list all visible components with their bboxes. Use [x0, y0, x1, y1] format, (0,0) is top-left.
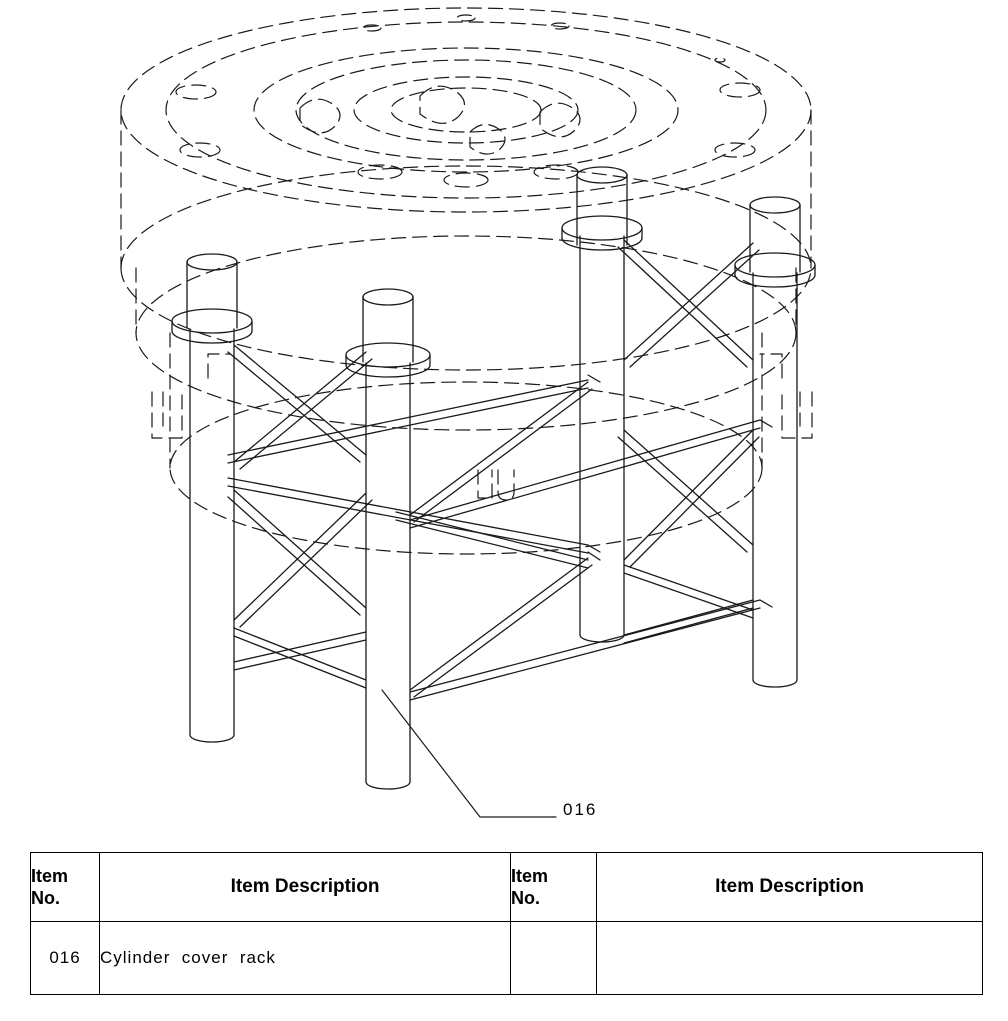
header-description-2: Item Description	[597, 853, 983, 922]
header-item-no-1	[31, 853, 100, 922]
cell-item-no-1: 016	[31, 922, 100, 995]
callout-label-016: 016	[563, 800, 598, 819]
parts-list-table	[30, 852, 983, 995]
header-item-no-1-line2: No.	[31, 888, 60, 908]
header-description-1: Item Description	[100, 853, 511, 922]
cell-item-no-2	[511, 922, 597, 995]
cell-description-2	[597, 922, 983, 995]
header-item-no-2	[511, 853, 597, 922]
cell-description-1: Cylinder cover rack	[100, 922, 511, 995]
header-item-no-2-line2: No.	[511, 888, 540, 908]
table-header-row	[31, 853, 983, 922]
header-item-no-1-line1: Item	[31, 865, 69, 886]
table-row	[31, 922, 983, 995]
header-item-no-2-line1: Item	[511, 865, 549, 886]
